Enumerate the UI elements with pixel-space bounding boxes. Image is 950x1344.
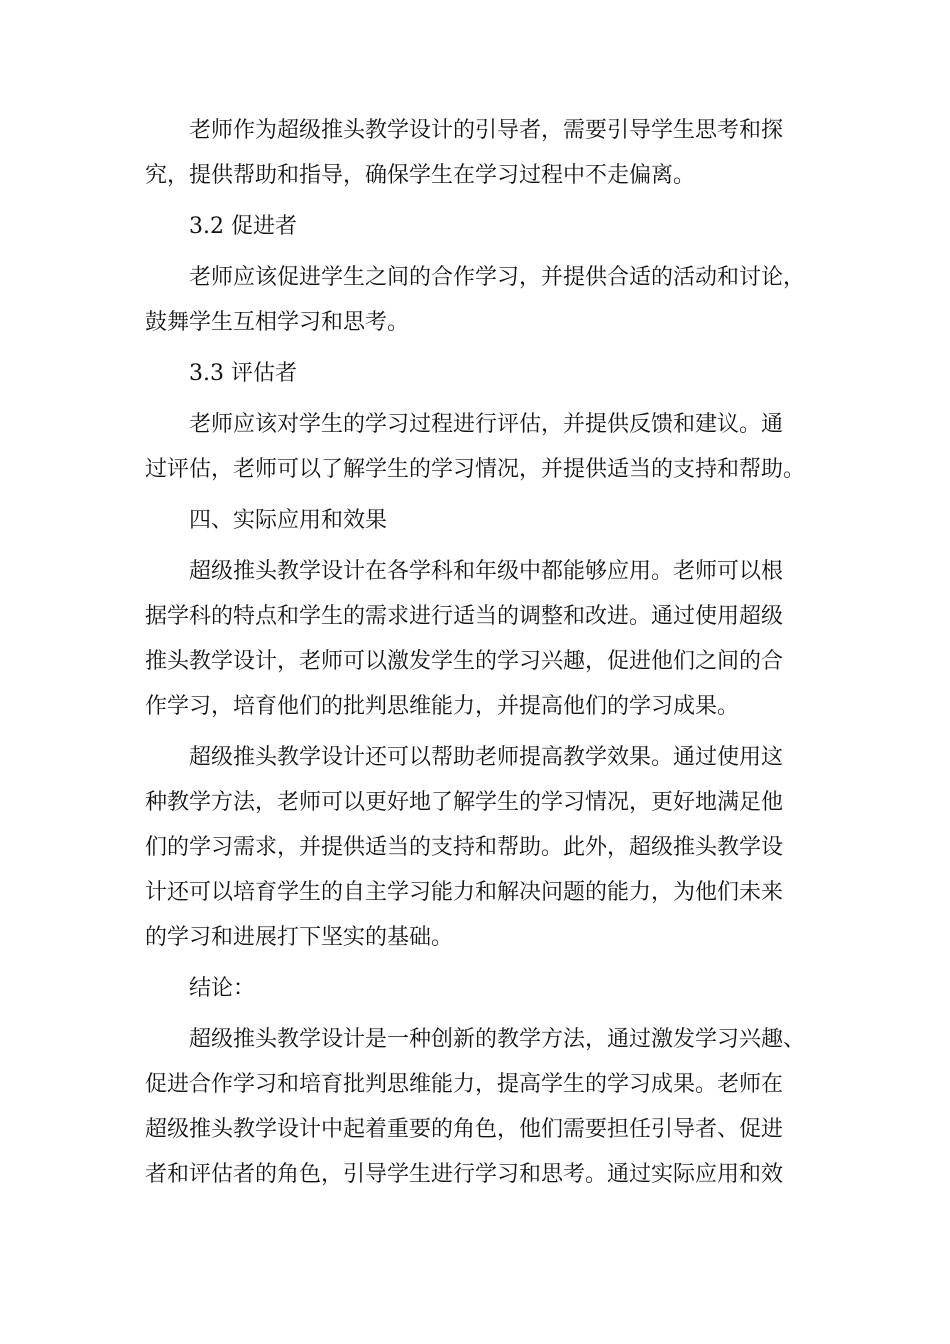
heading-text: 3.3 评估者 [189,361,297,386]
text-line: 超级推头教学设计还可以帮助老师提高教学效果。通过使用这 [189,745,784,770]
text-line: 计还可以培育学生的自主学习能力和解决问题的能力，为他们未来 [145,880,784,905]
text-line: 的学习和进展打下坚实的基础。 [145,925,454,950]
paragraph-application-2 [145,735,810,960]
section-heading-facilitator [145,204,810,249]
text-line: 作学习，培育他们的批判思维能力，并提高他们的学习成果。 [145,694,740,719]
text-line: 老师应该对学生的学习过程进行评估，并提供反馈和建议。通 [189,412,784,437]
text-line: 究，提供帮助和指导，确保学生在学习过程中不走偏离。 [145,163,696,188]
paragraph-guide-role [145,108,810,198]
heading-text: 3.2 促进者 [189,214,297,239]
document-body [145,108,810,1203]
text-line: 们的学习需求，并提供适当的支持和帮助。此外，超级推头教学设 [145,835,784,860]
text-line: 超级推头教学设计是一种创新的教学方法，通过激发学习兴趣、 [189,1027,806,1052]
text-line: 超级推头教学设计中起着重要的角色，他们需要担任引导者、促进 [145,1117,784,1142]
section-heading-evaluator [145,351,810,396]
text-line: 老师作为超级推头教学设计的引导者，需要引导学生思考和探 [189,118,784,143]
paragraph-evaluator [145,402,810,492]
paragraph-application-1 [145,549,810,729]
section-heading-application [145,498,810,543]
text-line: 鼓舞学生互相学习和思考。 [145,310,410,335]
text-line: 促进合作学习和培育批判思维能力，提高学生的学习成果。老师在 [145,1072,784,1097]
text-line: 超级推头教学设计在各学科和年级中都能够应用。老师可以根 [189,559,784,584]
text-line: 推头教学设计，老师可以激发学生的学习兴趣，促进他们之间的合 [145,649,784,674]
section-heading-conclusion [145,966,810,1011]
text-line: 老师应该促进学生之间的合作学习，并提供合适的活动和讨论， [189,265,806,290]
paragraph-conclusion [145,1017,810,1197]
text-line: 者和评估者的角色，引导学生进行学习和思考。通过实际应用和效 [145,1162,784,1187]
text-line: 据学科的特点和学生的需求进行适当的调整和改进。通过使用超级 [145,604,784,629]
heading-text: 结论： [189,976,256,1001]
text-line: 过评估，老师可以了解学生的学习情况，并提供适当的支持和帮助。 [145,457,806,482]
heading-text: 四、实际应用和效果 [189,508,388,533]
text-line: 种教学方法，老师可以更好地了解学生的学习情况，更好地满足他 [145,790,784,815]
paragraph-facilitator [145,255,810,345]
